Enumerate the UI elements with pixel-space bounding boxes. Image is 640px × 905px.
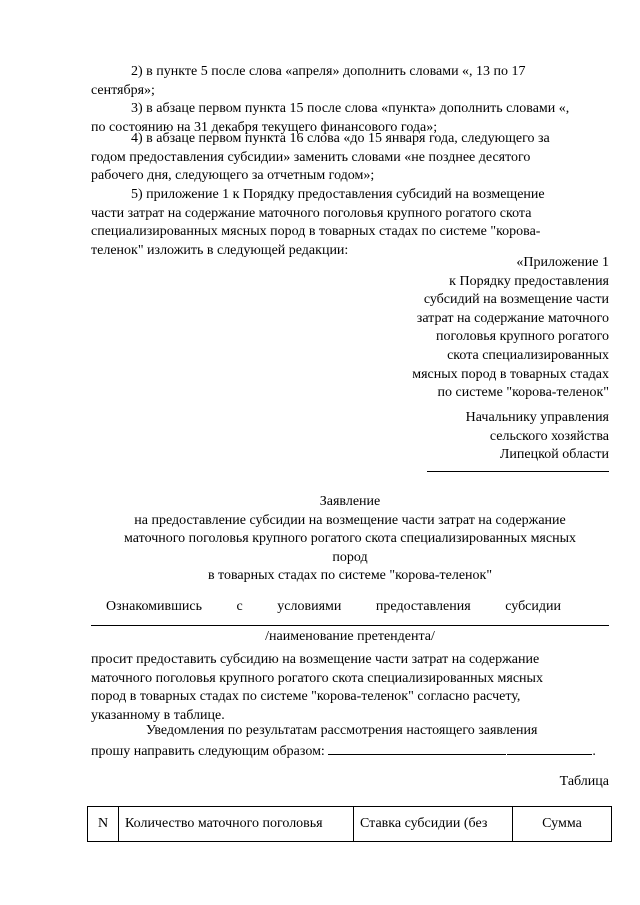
amendment-item-4: 4) в абзаце первом пункта 16 слова «до 15 января года, следующего за годом предоставления субсидии» заменить словами «не позднее десятого рабочего дня, следующего за отчетным годом»; <box>91 131 550 184</box>
notification-paragraph: Уведомления по результатам рассмотрения настоящего заявления прошу направить следующим образом: . <box>91 723 596 759</box>
table-header-subsidy-rate: Ставка субсидии (без <box>354 807 513 842</box>
amendment-item-3: 3) в абзаце первом пункта 15 после слова «пункта» дополнить словами «, по состоянию на 31 декабря текущего финансового года»; <box>91 101 570 135</box>
table-header-amount: Сумма <box>513 807 612 842</box>
calculation-table <box>87 806 612 842</box>
notification-method-line-2 <box>507 741 592 755</box>
amendment-item-2: 2) в пункте 5 после слова «апреля» дополнить словами «, 13 по 17 сентября»; <box>91 64 526 98</box>
appendix-header: «Приложение 1 к Порядку предоставления субсидий на возмещение части затрат на содержание маточного поголовья крупного рогатого скота специализированных мясных пород в товарных стадах по системе "корова-теленок" <box>412 255 609 401</box>
addressee-signature-line <box>427 471 609 472</box>
table-header-livestock-count: Количество маточного поголовья <box>119 807 354 842</box>
applicant-caption: /наименование претендента/ <box>265 629 435 644</box>
intro-line: Ознакомившись с условиями предоставления субсидии <box>106 599 561 614</box>
table-header-row <box>88 807 612 842</box>
table-label: Таблица <box>559 774 609 789</box>
notification-method-line <box>328 741 506 755</box>
amendment-item-5: 5) приложение 1 к Порядку предоставления субсидий на возмещение части затрат на содержание маточного поголовья крупного рогатого скота специализированных мясных пород в товарных стадах по системе "корова- теленок" изложить в следующей редакции: <box>91 187 545 258</box>
applicant-name-line <box>91 625 609 626</box>
request-paragraph: просит предоставить субсидию на возмещение части затрат на содержание маточного поголовья крупного рогатого скота специализированных мясных пород в товарных стадах по системе "корова-теленок" согласно расчету, указанному в таблице. <box>91 652 543 723</box>
statement-title: Заявление на предоставление субсидии на возмещение части затрат на содержание маточного поголовья крупного рогатого скота специализированных мясных пород в товарных стадах по системе "корова-теленок" <box>124 494 576 584</box>
addressee-block: Начальнику управления сельского хозяйства Липецкой области <box>465 410 609 463</box>
table-header-number: N <box>88 807 119 842</box>
